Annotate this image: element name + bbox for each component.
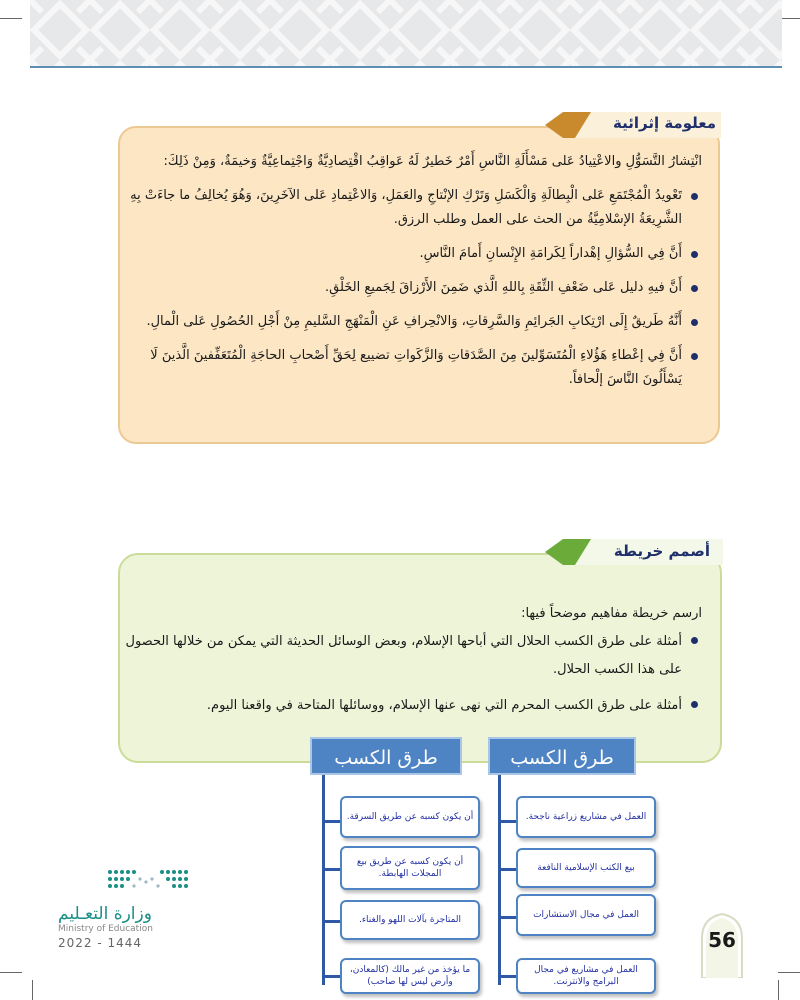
info-title: معلومة إثرائية [613,114,716,132]
info-bullet: أَنَّ فِي السُّؤالِ إهْداراً لِكَرامَةِ الإِنْسانِ أَمامَ النَّاسِ. [112,242,702,266]
design-list [112,628,702,720]
halal-connector [498,820,516,823]
halal-item: العمل في مشاريع زراعية ناجحة. [516,796,656,838]
haram-header: طرق الكسب [310,737,462,775]
haram-connector [322,820,340,823]
haram-connector [322,868,340,871]
haram-item: أن يكون كسبه عن طريق السرقة. [340,796,480,838]
design-title: أصمم خريطة [613,542,710,560]
haram-item: ما يؤخذ من غير مالك (كالمعادن، وأرض ليس لها صاحب) [340,958,480,994]
haram-connector [322,920,340,923]
ministry-name-english: Ministry of Education [58,924,153,934]
info-bullet: أَنَّ فيهِ دليل عَلى ضَعْفِ الثِّقَةِ بِاللهِ الَّذي ضَمِنَ الأَرْزاقَ لِجَميعِ الخَلْقِ. [112,276,702,300]
info-intro: انْتِشارُ التَّسَوُّلِ والاعْتِيادُ عَلى مَسْأَلَةِ النَّاسِ أَمْرٌ خَطيرٌ لَهُ عَواقِبُ اقْتِصادِيَّةٌ وَاجْتِماعِيَّةٌ وَخيمَةٌ، وَمِنْ ذَلِكَ: [163,154,702,169]
halal-header: طرق الكسب [488,737,636,775]
haram-connector [322,775,325,985]
halal-connector [498,975,516,978]
crop-mark [32,980,33,1000]
halal-item: العمل في مشاريع في مجال البرامج والانترنت. [516,958,656,994]
haram-item: المتاجرة بآلات اللهو والغناء. [340,900,480,940]
academic-year: 2022 - 1444 [58,936,143,950]
crop-mark [0,972,22,973]
header-rule [30,66,782,68]
design-intro: ارسم خريطة مفاهيم موضحاً فيها: [521,606,702,621]
header-pattern-band [30,0,782,66]
info-list [112,184,702,392]
haram-connector [322,975,340,978]
halal-item: العمل في مجال الاستشارات [516,894,656,936]
design-bullet: أمثلة على طرق الكسب المحرم التي نهى عنها الإسلام، ووسائلها المتاحة في واقعنا اليوم. [112,692,702,720]
design-bullet: أمثلة على طرق الكسب الحلال التي أباحها الإسلام، وبعض الوسائل الحديثة التي يمكن من خلالها الحصول على هذا الكسب الحلال. [112,628,702,684]
info-bullet: أَنَّهُ طَريقٌ إِلَى ارْتِكابِ الجَرائِمِ وَالسَّرِقاتِ، وَالانْحِرافِ عَنِ الْمَنْهَجِ السَّليمِ مِنْ أَجْلِ الحُصُولِ عَلى الْمالِ. [112,310,702,334]
halal-item: بيع الكتب الإسلامية النافعة [516,848,656,888]
halal-connector [498,868,516,871]
ministry-name-arabic: وزارة التعـليم [58,904,152,924]
halal-connector [498,916,516,919]
crop-mark [778,980,779,1000]
crop-mark [778,972,800,973]
halal-connector [498,775,501,985]
haram-item: أن يكون كسبه عن طريق بيع المجلات الهابطة. [340,846,480,890]
info-bullet: أَنَّ فِي إعْطاءِ هَؤُلاءِ الْمُتَسَوِّلينَ مِنَ الصَّدَقاتِ وَالزَّكَواتِ تضييع لِحَقِّ أَصْحابِ الحاجَةِ الْمُتَعَفِّفينَ الَّذينَ لَا يَسْأَلُونَ النَّاسَ إلْحافاً. [112,344,702,392]
crop-mark [0,18,22,19]
ministry-logo-icon [104,864,192,896]
info-bullet: تَعْويدُ الْمُجْتَمَعِ عَلى الْبِطالَةِ وَالْكَسَلِ وَتَرْكِ الإنْتاجِ والعَمَلِ، وَالاعْتِمادِ عَلى الآخَرِينَ، وَهُوَ يُخالِفُ ما جاءَتْ بِهِ الشَّرِيعَةُ الإسْلامِيَّةُ من الحث على العمل وطلب الرزق. [112,184,702,232]
page-number: 56 [708,928,736,952]
